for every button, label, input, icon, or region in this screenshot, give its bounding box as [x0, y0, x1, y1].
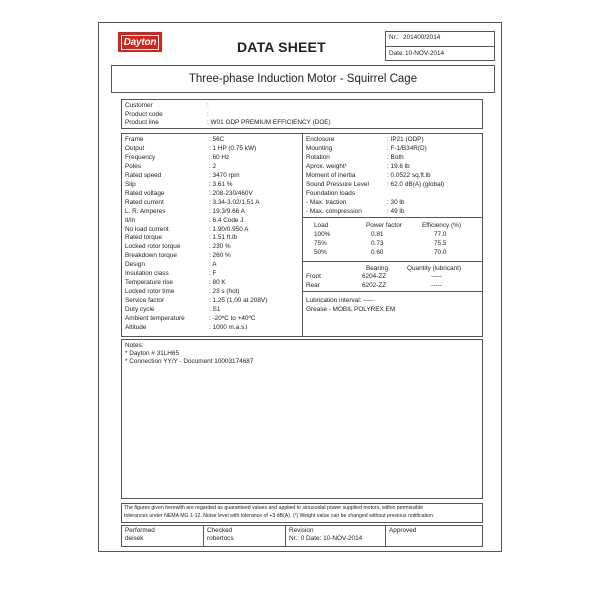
- approved-label: Approved: [389, 527, 417, 534]
- load-table-cell: 0.60: [371, 249, 384, 256]
- spec-label: - Max. traction: [306, 198, 347, 206]
- spec-value: : 208-230/460V: [209, 189, 253, 197]
- load-table-cell: 100%: [314, 231, 331, 238]
- spec-value: : 56C: [209, 136, 225, 143]
- spec-value: : 19.6 lb: [387, 162, 410, 170]
- spec-label: Altitude: [125, 323, 147, 331]
- load-table-cell: 50%: [314, 249, 327, 256]
- spec-value: : S1: [209, 306, 221, 314]
- spec-value: : 3.34-3.02/1.51 A: [209, 198, 260, 206]
- spec-label: Sound Pressure Level: [306, 180, 369, 188]
- footer-divider: [385, 525, 386, 547]
- data-sheet: [98, 22, 502, 552]
- spec-value: : A: [209, 261, 217, 269]
- disclaimer-line: tolerances under NEMA MG 1-12. Noise level with tolerance of +3 dB(A). (¹) Weight value can be changed without previous notification.: [124, 513, 435, 519]
- load-table-header: Load: [314, 222, 329, 229]
- spec-label: Breakdown torque: [125, 252, 177, 260]
- dayton-logo: [118, 32, 162, 52]
- spec-value: : 3.61 %: [209, 180, 233, 188]
- specs-divider: [302, 133, 303, 337]
- spec-value: : F-1/B34R(D): [387, 144, 427, 152]
- bearing-table-cell: -----: [431, 273, 442, 280]
- spec-value: : 49 lb: [387, 207, 405, 215]
- load-table-cell: 77.0: [434, 231, 447, 238]
- spec-value: : 23 s (hot): [209, 288, 240, 296]
- footer-divider: [203, 525, 204, 547]
- spec-label: Rated speed: [125, 171, 162, 179]
- note-line: * Connection YY/Y - Document 10003174687: [125, 358, 254, 365]
- spec-label: Rated torque: [125, 234, 162, 242]
- spec-label: L. R. Amperes: [125, 207, 166, 215]
- load-table-cell: 0.81: [371, 231, 384, 238]
- spec-value: : 80 K: [209, 279, 226, 287]
- customer-field-value: : W01 ODP PREMIUM EFFICIENCY (DOE): [207, 119, 331, 126]
- spec-label: Mounting: [306, 144, 333, 152]
- load-table-cell: 75.5: [434, 240, 447, 247]
- load-table-header: Power factor: [366, 222, 402, 229]
- spec-label: Rated voltage: [125, 189, 165, 197]
- spec-label: Frequency: [125, 153, 156, 161]
- spec-value: : F: [209, 270, 217, 278]
- spec-label: Il/In: [125, 216, 136, 224]
- spec-value: : 1.51 ft.lb: [209, 234, 238, 242]
- spec-label: Aprox. weight¹: [306, 162, 347, 170]
- load-table-bottom-rule: [302, 261, 483, 262]
- spec-value: : -20ºC to +40ºC: [209, 315, 256, 322]
- load-table-cell: 0.73: [371, 240, 384, 247]
- bearing-table-cell: 6202-ZZ: [362, 282, 387, 289]
- spec-label: Design: [125, 261, 145, 269]
- bearing-table-cell: Front: [306, 273, 321, 280]
- doc-meta-divider: [385, 46, 495, 47]
- spec-label: Locked rotor time: [125, 288, 175, 296]
- performed-by: deisek: [125, 535, 144, 542]
- performed-label: Performed: [125, 527, 155, 534]
- footer-divider: [285, 525, 286, 547]
- spec-value: : 1.25 (1.00 at 208V): [209, 297, 268, 305]
- spec-label: Foundation loads: [306, 189, 356, 197]
- spec-label: No load current: [125, 225, 169, 233]
- spec-label: Locked rotor torque: [125, 243, 181, 251]
- load-table-cell: 70.0: [434, 249, 447, 256]
- bearing-bottom-rule: [302, 291, 483, 292]
- customer-field-label: Product line: [125, 119, 159, 126]
- spec-label: Frame: [125, 136, 144, 143]
- spec-value: : 1000 m.a.s.l: [209, 323, 248, 331]
- revision-label: Revision: [289, 527, 314, 534]
- spec-value: : IP21 (ODP): [387, 136, 424, 143]
- spec-label: Moment of inertia: [306, 171, 356, 179]
- spec-label: Rated current: [125, 198, 164, 206]
- lubrication-interval: Lubrication interval: -----: [306, 297, 374, 304]
- doc-number-label: Nr.:: [389, 34, 399, 41]
- spec-value: : 1 HP (0.75 kW): [209, 144, 257, 152]
- spec-value: : 19.3/9.66 A: [209, 207, 245, 215]
- checked-label: Checked: [207, 527, 233, 534]
- load-table-header: Efficiency (%): [422, 222, 461, 229]
- spec-value: : 230 %: [209, 243, 231, 251]
- bearing-table-header: Bearing: [366, 265, 389, 272]
- doc-number: 201400/2014: [403, 34, 441, 41]
- spec-label: Poles: [125, 162, 141, 170]
- customer-field-value: :: [207, 110, 209, 118]
- spec-value: : 6.4 Code J: [209, 216, 244, 224]
- spec-label: Ambient temperature: [125, 315, 185, 322]
- load-table-top-rule: [302, 217, 483, 218]
- bearing-table-cell: Rear: [306, 282, 320, 289]
- spec-label: Output: [125, 144, 145, 152]
- spec-value: : Both: [387, 153, 404, 161]
- spec-label: - Max. compression: [306, 207, 362, 215]
- spec-value: : 1.90/0.950 A: [209, 225, 249, 233]
- disclaimer-line: The figures given herewith are regarded as guaranteed values and applied to sinusoidal power supplied motors, within permissible: [124, 505, 424, 511]
- spec-label: Insulation class: [125, 270, 169, 278]
- spec-label: Temperature rise: [125, 279, 173, 287]
- doc-date: 10-NOV-2014: [405, 50, 445, 57]
- customer-field-label: Customer: [125, 102, 153, 109]
- grease-type: Grease - MOBIL POLYREX EM: [306, 306, 396, 313]
- checked-by: robertocs: [207, 535, 234, 542]
- spec-label: Slip: [125, 180, 136, 188]
- note-line: * Dayton # 31LH65: [125, 350, 180, 357]
- spec-value: : 2: [209, 162, 217, 170]
- spec-label: Enclosure: [306, 136, 335, 143]
- load-table-cell: 75%: [314, 240, 327, 247]
- spec-value: : 260 %: [209, 252, 231, 260]
- spec-label: Service factor: [125, 297, 165, 305]
- revision-info: Nr.: 0 Date: 10-NOV-2014: [289, 535, 363, 542]
- bearing-table-cell: 6204-ZZ: [362, 273, 387, 280]
- motor-type-title: Three-phase Induction Motor - Squirrel Cage: [188, 73, 418, 85]
- doc-date-label: Date:: [389, 50, 405, 57]
- customer-field-label: Product code: [125, 110, 163, 118]
- spec-value: : 60 Hz: [209, 153, 230, 161]
- brand-name: Dayton: [121, 35, 160, 50]
- spec-value: : 3470 rpm: [209, 171, 240, 179]
- spec-label: Duty cycle: [125, 306, 155, 314]
- page-title: DATA SHEET: [237, 39, 326, 55]
- spec-value: : 30 lb: [387, 198, 405, 206]
- spec-value: : 0.0522 sq.ft.lb: [387, 171, 431, 179]
- notes-title: Notes:: [125, 342, 144, 349]
- spec-label: Rotation: [306, 153, 330, 161]
- customer-field-value: :: [207, 102, 209, 109]
- bearing-table-cell: -----: [431, 282, 442, 289]
- spec-value: : 62.0 dB(A) (global): [387, 180, 445, 188]
- bearing-table-header: Quantity (lubricant): [407, 265, 461, 272]
